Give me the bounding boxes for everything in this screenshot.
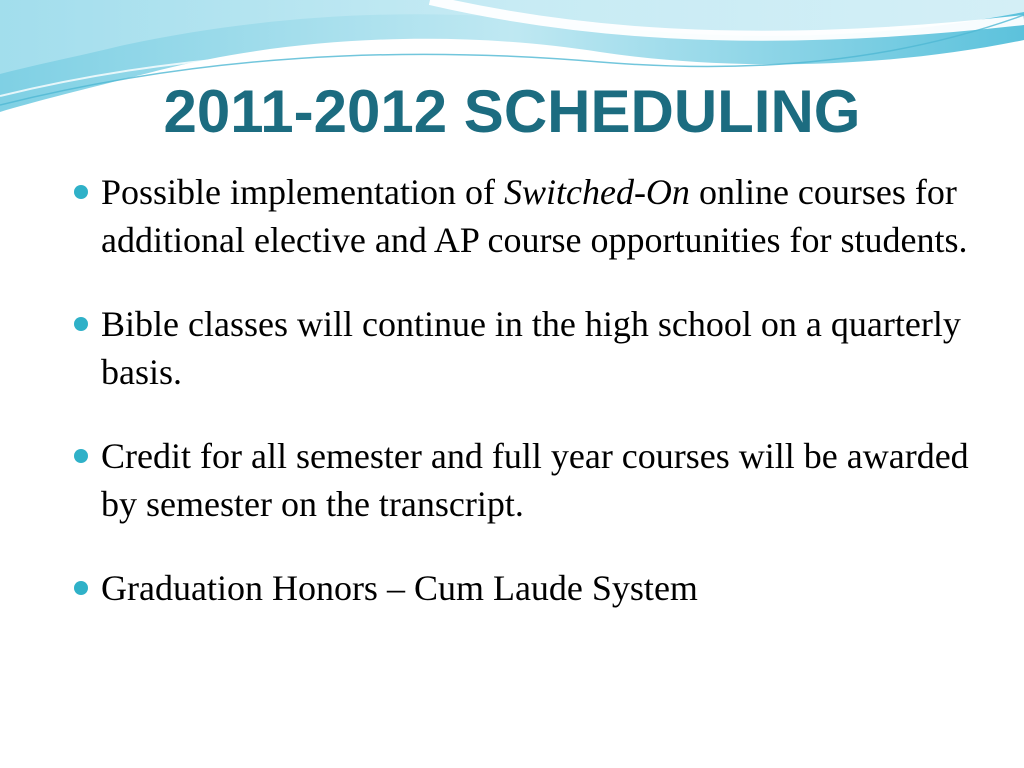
bullet-text-emphasis: Switched-On [503, 172, 690, 212]
bullet-list [74, 168, 974, 648]
bullet-dot-icon [74, 449, 88, 463]
bullet-item [74, 300, 974, 396]
bullet-text: Bible classes will continue in the high school on a quarterly basis. [101, 304, 961, 392]
bullet-text-suffix: online courses for additional elective and AP course opportunities for students. [101, 172, 968, 260]
bullet-dot-icon [74, 185, 88, 199]
bullet-item [74, 168, 974, 264]
bullet-dot-icon [74, 581, 88, 595]
bullet-dot-icon [74, 317, 88, 331]
bullet-item [74, 432, 974, 528]
bullet-text: Graduation Honors – Cum Laude System [101, 568, 698, 608]
bullet-item [74, 564, 974, 612]
slide-title: 2011-2012 SCHEDULING [163, 78, 861, 145]
bullet-text: Credit for all semester and full year courses will be awarded by semester on the transcript. [101, 436, 969, 524]
bullet-text-prefix: Possible implementation of [101, 172, 504, 212]
